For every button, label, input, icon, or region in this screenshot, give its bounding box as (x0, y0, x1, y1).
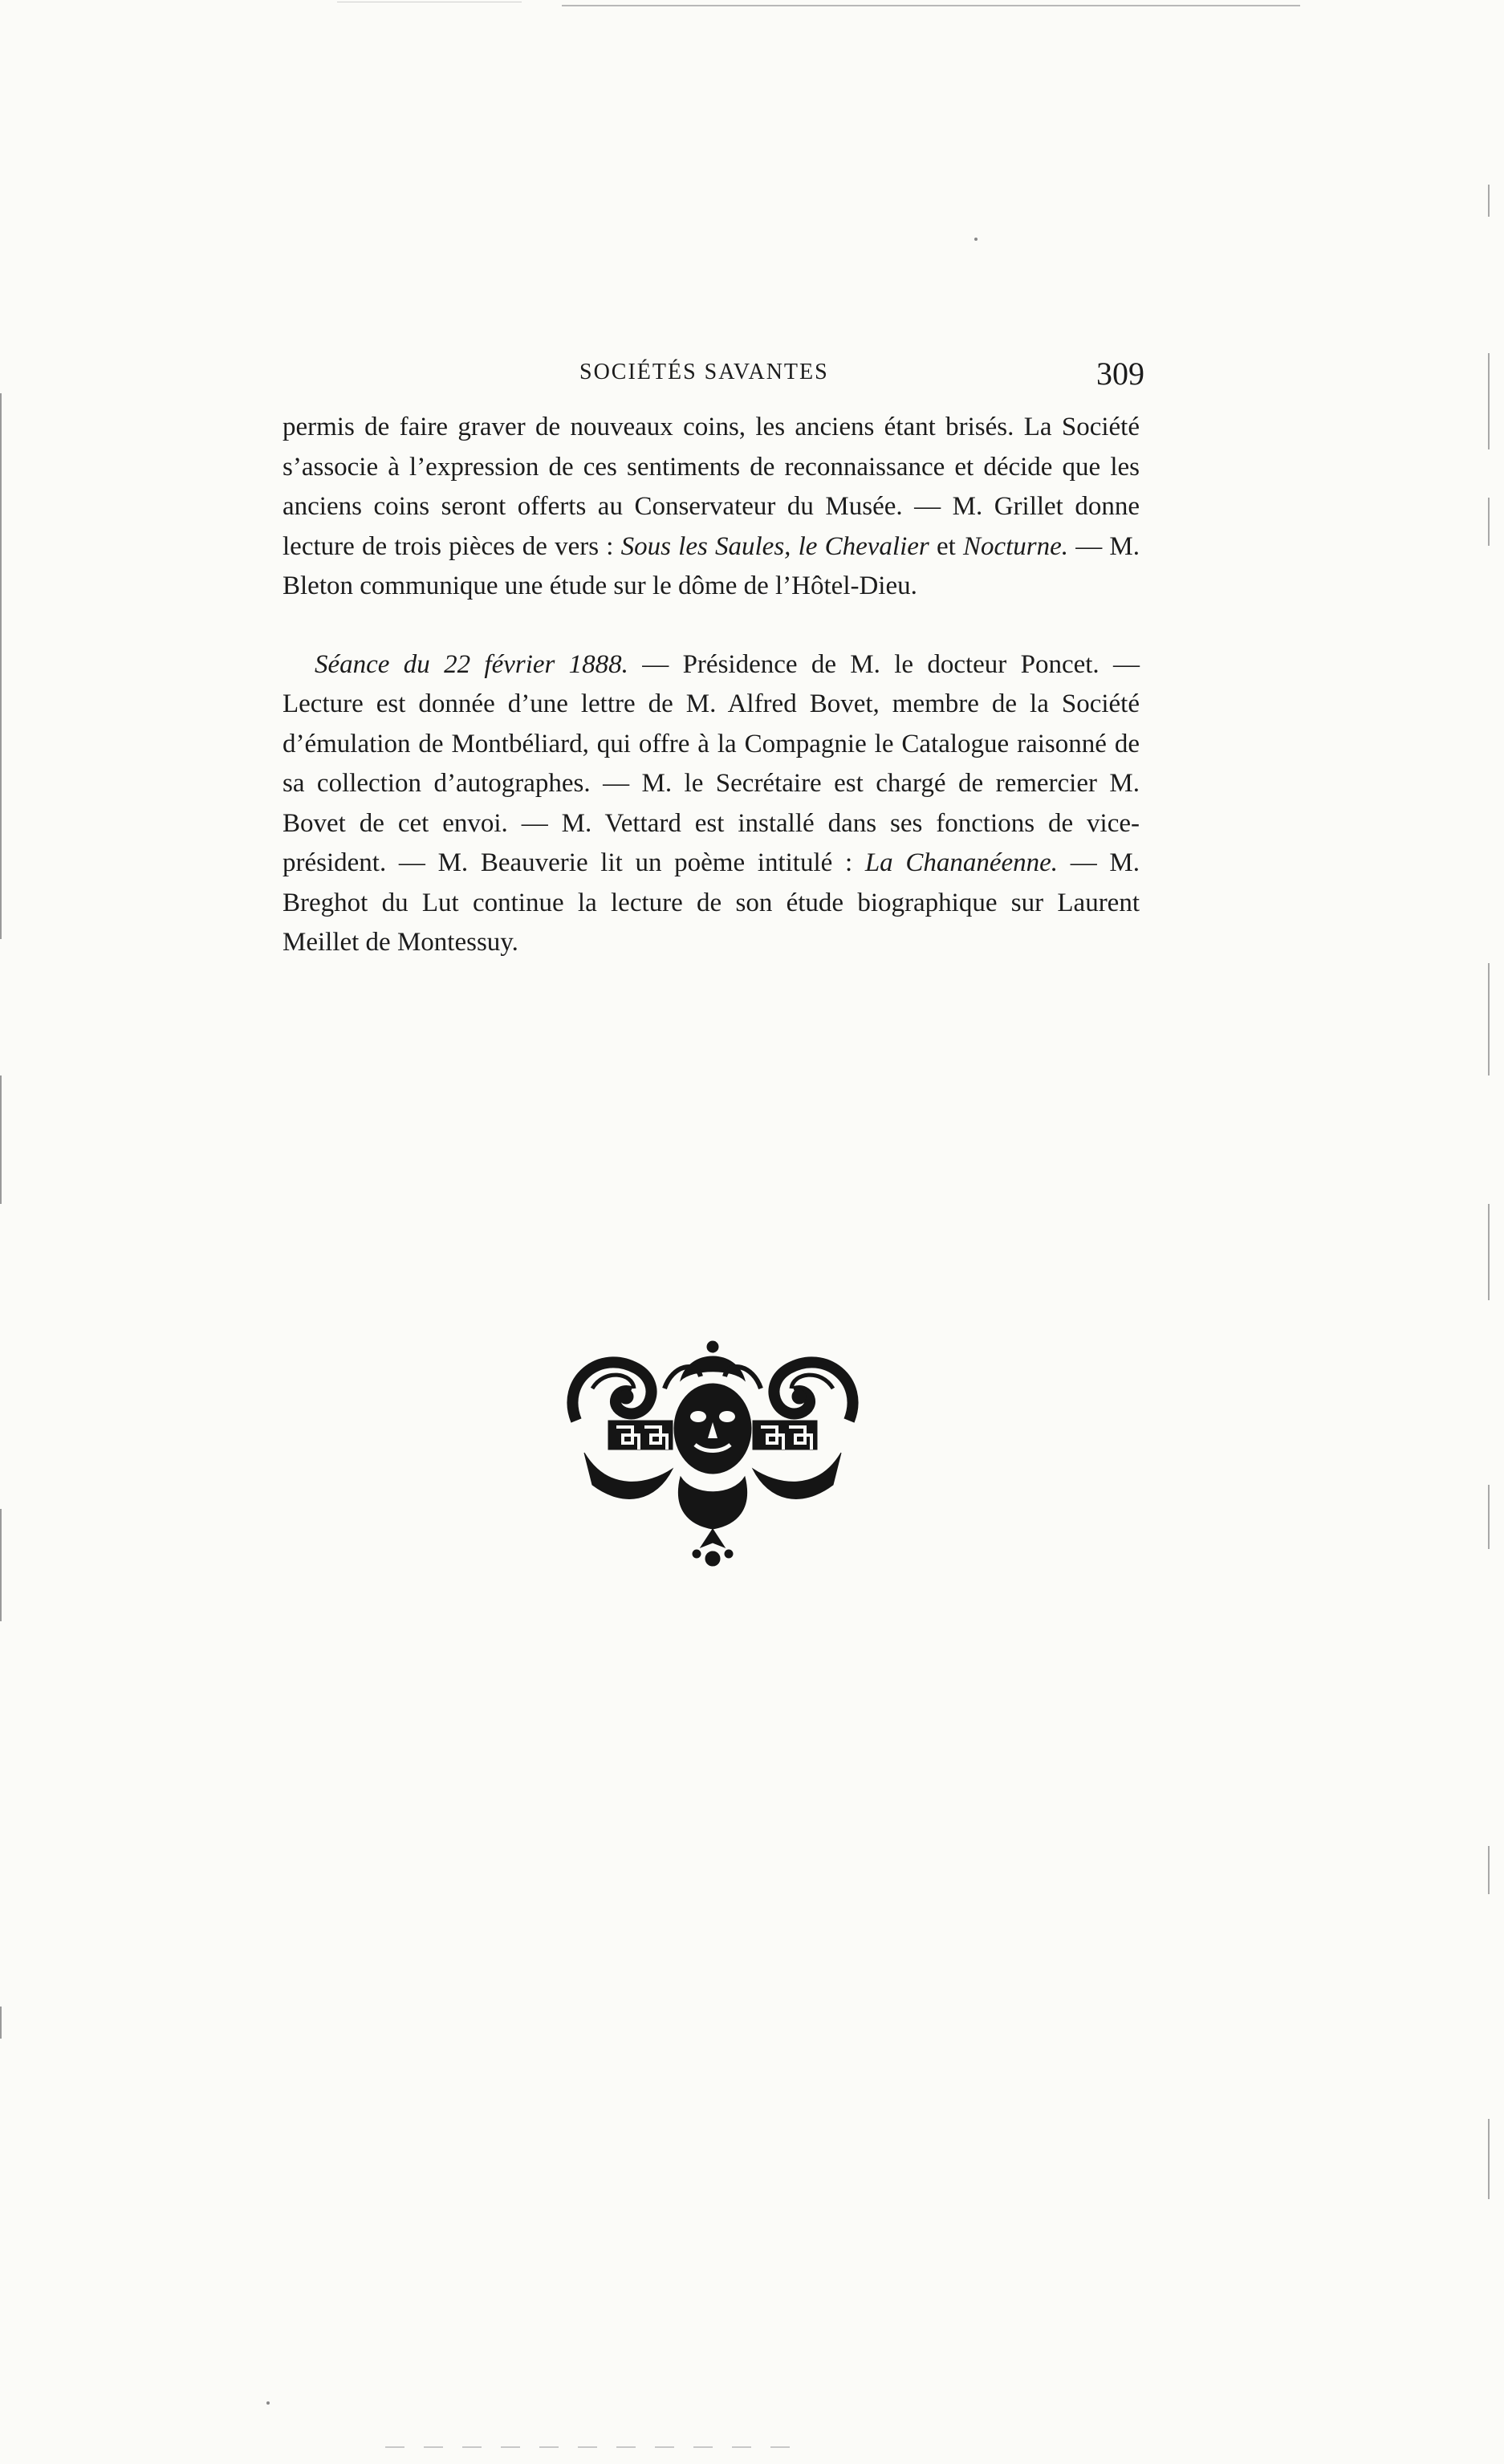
scan-artifact-bottom (385, 2446, 803, 2448)
scan-edge-right (1488, 1846, 1490, 1894)
body-text (283, 408, 1140, 963)
scan-edge-left (0, 393, 2, 939)
text-run: permis de faire graver de nouveaux coins, les anciens étant brisés. La Société s’associe à l’expression de ces sentiments de reconnaissance et décide que les anciens coins seront offerts au Conservateur du Musée. — M. Grillet donne lecture de trois pièces de vers : (283, 413, 1140, 561)
italic-title: La Chananéenne. (864, 848, 1059, 877)
scan-speck (974, 238, 978, 241)
italic-title: Sous les Saules, le Chevalier (620, 531, 929, 561)
text-run: — M. Breghot du Lut continue la lecture de son étude biographique sur Laurent Meillet de Montessuy. (283, 848, 1140, 957)
scan-edge-top (562, 5, 1300, 6)
session-date: Séance du 22 février 1888. (315, 649, 628, 679)
scan-edge-right (1488, 185, 1490, 217)
page-number: 309 (1096, 356, 1144, 392)
scan-edge-right (1488, 1485, 1490, 1549)
tailpiece-ornament-icon (560, 1332, 865, 1570)
scan-speck (266, 2401, 270, 2405)
scan-edge-left (0, 2007, 2, 2039)
scan-edge-left (0, 1075, 2, 1204)
text-run: — M. Bleton communique une étude sur le dôme de l’Hôtel-Dieu. (283, 531, 1140, 600)
scan-edge-right (1488, 963, 1490, 1075)
scan-edge-right (1488, 353, 1490, 449)
paragraph (283, 645, 1140, 963)
text-run: — Présidence de M. le docteur Poncet. — Lecture est donnée d’une lettre de M. Alfred Bovet, membre de la Société d’émulation de Montbéliard, qui offre à la Compagnie le Catalogue raisonné de sa collection d’autographes. — M. le Secrétaire est chargé de remercier M. Bovet de cet envoi. — M. Vettard est installé dans ses fonctions de vice-président. — M. Beauverie lit un poème intitulé : (283, 649, 1140, 877)
paragraph (283, 408, 1140, 607)
running-head: SOCIÉTÉS SAVANTES (579, 360, 829, 384)
scan-edge-right (1488, 1204, 1490, 1300)
scan-edge-right (1488, 2119, 1490, 2199)
scan-edge-left (0, 1509, 2, 1621)
scan-edge-right (1488, 498, 1490, 546)
text-run: et (929, 531, 963, 561)
italic-title: Nocturne. (962, 531, 1069, 561)
